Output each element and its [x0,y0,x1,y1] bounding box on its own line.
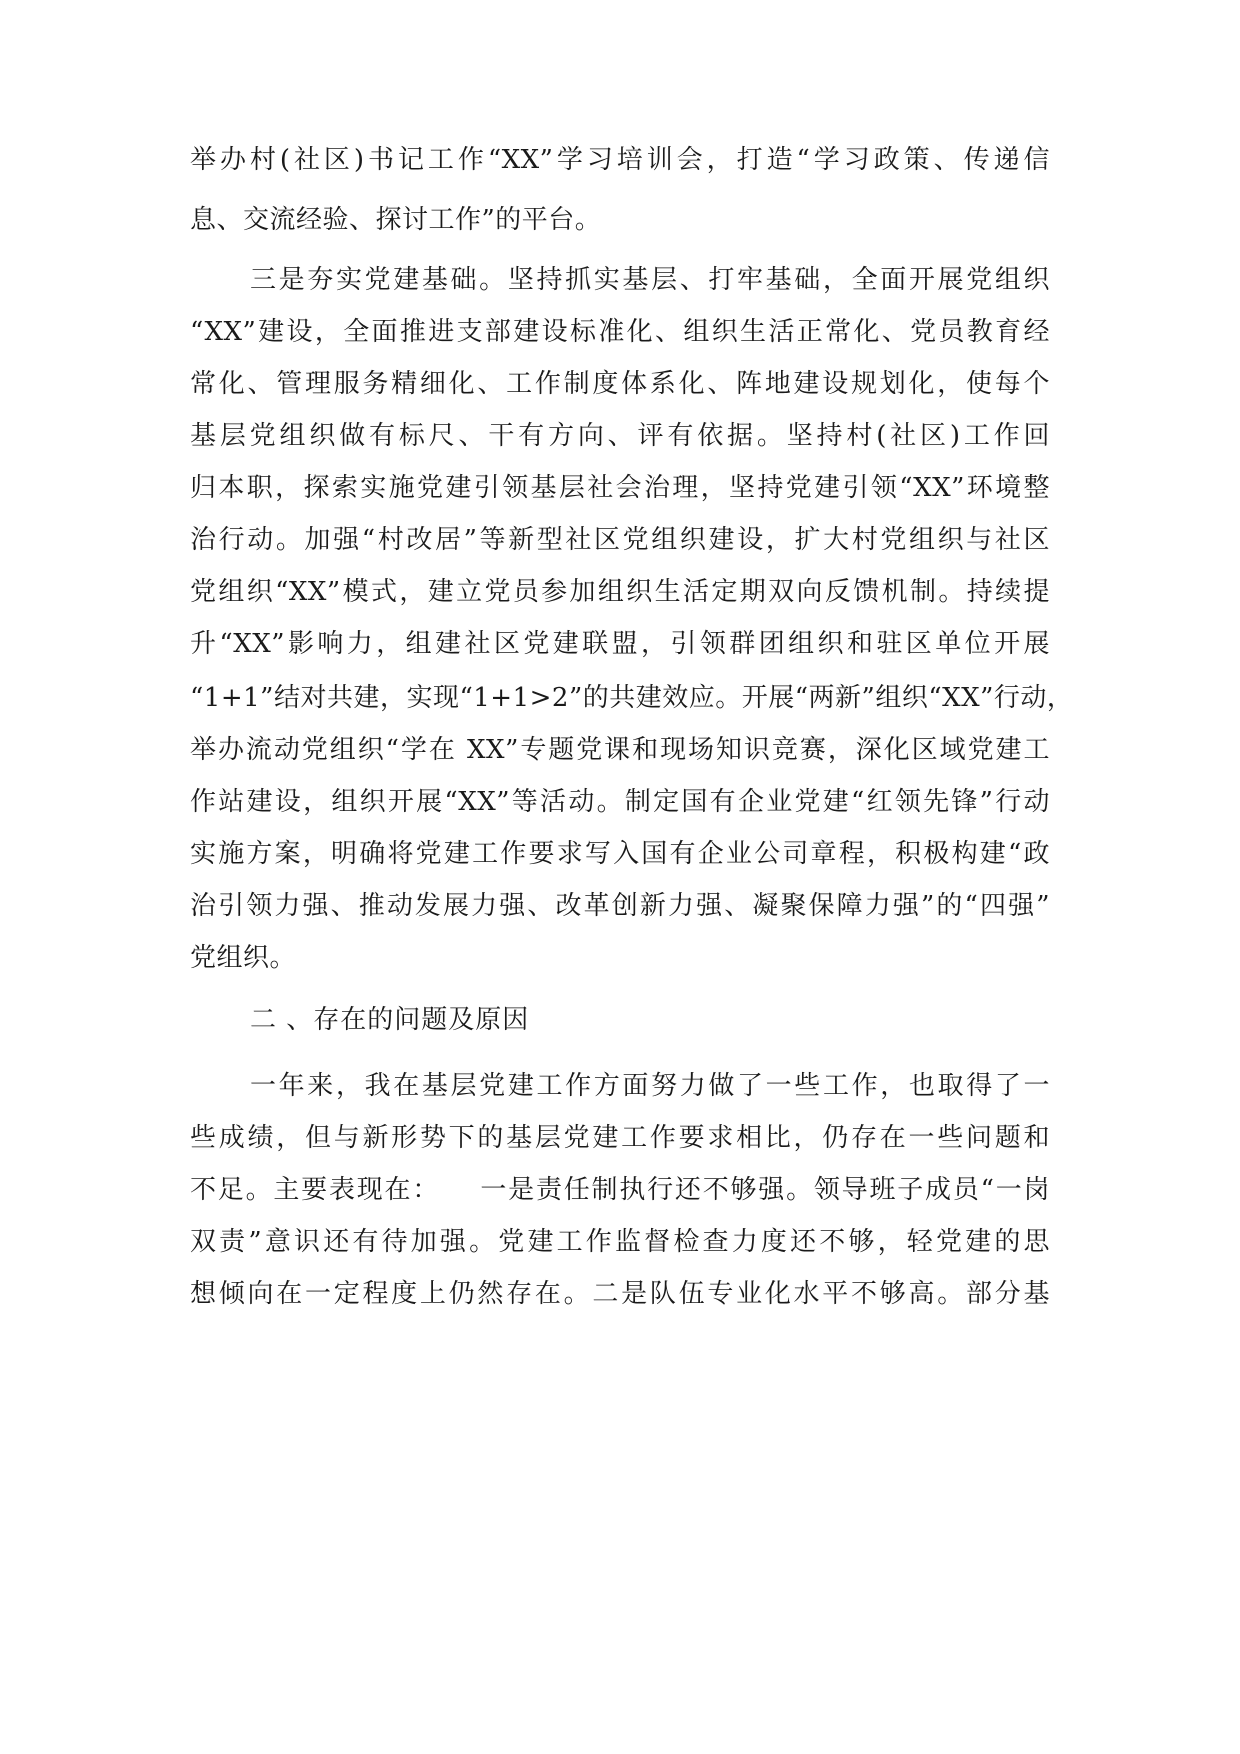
paragraph-3-line-5: 想倾向在一定程度上仍然存在。二是队伍专业化水平不够高。部分基 [190,1279,1050,1309]
paragraph-2-line-7: 党组织“XX”模式，建立党员参加组织生活定期双向反馈机制。持续提 [190,577,1050,607]
paragraph-2-line-1: 三是夯实党建基础。坚持抓实基层、打牢基础，全面开展党组织 [250,265,1050,295]
paragraph-2-line-12: 实施方案，明确将党建工作要求写入国有企业公司章程，积极构建“政 [190,839,1050,869]
section-heading: 二 、存在的问题及原因 [250,1005,530,1035]
paragraph-2-line-3: 常化、管理服务精细化、工作制度体系化、阵地建设规划化，使每个 [190,369,1050,399]
paragraph-2-line-11: 作站建设，组织开展“XX”等活动。制定国有企业党建“红领先锋”行动 [190,787,1050,817]
paragraph-2-line-13: 治引领力强、推动发展力强、改革创新力强、凝聚保障力强”的“四强” [190,891,1050,921]
paragraph-3-line-3: 不足。主要表现在： 一是责任制执行还不够强。领导班子成员“一岗 [190,1175,1050,1205]
paragraph-1-line-1: 举办村(社区)书记工作“XX”学习培训会，打造“学习政策、传递信 [190,145,1050,175]
paragraph-2-line-14: 党组织。 [190,943,297,973]
paragraph-3-line-4: 双责”意识还有待加强。党建工作监督检查力度还不够，轻党建的思 [190,1227,1050,1257]
paragraph-2-line-8: 升“XX”影响力，组建社区党建联盟，引领群团组织和驻区单位开展 [190,629,1050,659]
paragraph-2-line-2: “XX”建设，全面推进支部建设标准化、组织生活正常化、党员教育经 [190,317,1050,347]
paragraph-2-line-6: 治行动。加强“村改居”等新型社区党组织建设，扩大村党组织与社区 [190,525,1050,555]
paragraph-2-line-9: “1+1”结对共建，实现“1+1>2”的共建效应。开展“两新”组织“XX”行动， [190,683,1074,713]
paragraph-2-line-4: 基层党组织做有标尺、干有方向、评有依据。坚持村(社区)工作回 [190,421,1050,451]
paragraph-3-line-1: 一年来，我在基层党建工作方面努力做了一些工作，也取得了一 [250,1071,1050,1101]
paragraph-2-line-10: 举办流动党组织“学在 XX”专题党课和现场知识竞赛，深化区域党建工 [190,735,1050,765]
paragraph-1-line-2: 息、交流经验、探讨工作”的平台。 [190,205,602,235]
paragraph-2-line-5: 归本职，探索实施党建引领基层社会治理，坚持党建引领“XX”环境整 [190,473,1050,503]
paragraph-3-line-2: 些成绩，但与新形势下的基层党建工作要求相比，仍存在一些问题和 [190,1123,1050,1153]
